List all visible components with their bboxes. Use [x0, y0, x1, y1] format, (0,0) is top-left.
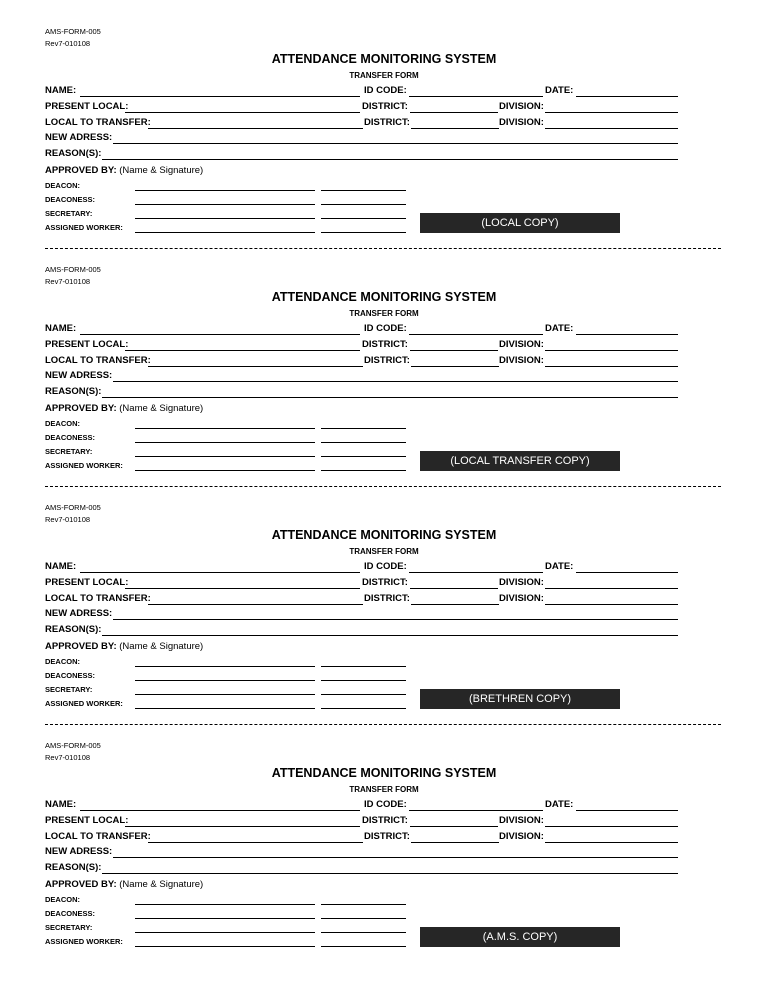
secretary-name-field[interactable]	[135, 218, 315, 219]
assigned-worker-name-field[interactable]	[135, 470, 315, 471]
name-label: NAME:	[45, 85, 77, 96]
deacon-label: DEACON:	[45, 657, 80, 666]
secretary-signature-field[interactable]	[321, 932, 406, 933]
approved-by-note: (Name & Signature)	[119, 879, 204, 890]
name-field[interactable]	[80, 810, 360, 811]
name-label: NAME:	[45, 799, 77, 810]
deacon-signature-field[interactable]	[321, 190, 406, 191]
district-field[interactable]	[410, 588, 498, 589]
id-code-label: ID CODE:	[364, 561, 407, 572]
deaconess-signature-field[interactable]	[321, 204, 406, 205]
assigned-worker-signature-field[interactable]	[321, 470, 406, 471]
assigned-worker-name-field[interactable]	[135, 708, 315, 709]
present-local-field[interactable]	[125, 588, 360, 589]
transfer-division-field[interactable]	[545, 128, 678, 129]
form-code: AMS-FORM-005	[45, 27, 101, 36]
deaconess-signature-field[interactable]	[321, 442, 406, 443]
date-label: DATE:	[545, 561, 574, 572]
local-to-transfer-field[interactable]	[148, 128, 363, 129]
district-field[interactable]	[410, 350, 498, 351]
approved-by-text: APPROVED BY:	[45, 641, 117, 652]
present-local-field[interactable]	[125, 826, 360, 827]
deaconess-signature-field[interactable]	[321, 680, 406, 681]
secretary-signature-field[interactable]	[321, 218, 406, 219]
transfer-division-label: DIVISION:	[499, 117, 544, 128]
new-address-field[interactable]	[113, 381, 678, 382]
form-subtitle: TRANSFER FORM	[349, 547, 419, 556]
transfer-district-field[interactable]	[411, 604, 499, 605]
division-label: DIVISION:	[499, 815, 544, 826]
date-field[interactable]	[576, 810, 678, 811]
form-title: ATTENDANCE MONITORING SYSTEM	[271, 290, 497, 304]
assigned-worker-signature-field[interactable]	[321, 708, 406, 709]
approved-by-label	[45, 879, 203, 890]
name-field[interactable]	[80, 572, 360, 573]
district-label: DISTRICT:	[362, 815, 408, 826]
name-field[interactable]	[80, 334, 360, 335]
name-label: NAME:	[45, 561, 77, 572]
district-label: DISTRICT:	[362, 339, 408, 350]
present-local-field[interactable]	[125, 112, 360, 113]
local-to-transfer-field[interactable]	[148, 842, 363, 843]
assigned-worker-name-field[interactable]	[135, 946, 315, 947]
approved-by-text: APPROVED BY:	[45, 403, 117, 414]
form-title: ATTENDANCE MONITORING SYSTEM	[271, 52, 497, 66]
deaconess-name-field[interactable]	[135, 918, 315, 919]
id-code-field[interactable]	[409, 334, 543, 335]
reasons-label: REASON(S):	[45, 148, 102, 159]
form-revision: Rev7-010108	[45, 277, 91, 286]
secretary-name-field[interactable]	[135, 456, 315, 457]
name-field[interactable]	[80, 96, 360, 97]
id-code-field[interactable]	[409, 572, 543, 573]
reasons-label: REASON(S):	[45, 862, 102, 873]
date-field[interactable]	[576, 572, 678, 573]
transfer-form-1	[0, 0, 768, 238]
id-code-label: ID CODE:	[364, 323, 407, 334]
secretary-label: SECRETARY:	[45, 209, 93, 218]
deaconess-label: DEACONESS:	[45, 671, 96, 680]
deaconess-name-field[interactable]	[135, 442, 315, 443]
district-label: DISTRICT:	[362, 577, 408, 588]
id-code-field[interactable]	[409, 96, 543, 97]
secretary-signature-field[interactable]	[321, 456, 406, 457]
new-address-label: NEW ADRESS:	[45, 608, 113, 619]
secretary-signature-field[interactable]	[321, 694, 406, 695]
new-address-label: NEW ADRESS:	[45, 846, 113, 857]
local-to-transfer-field[interactable]	[148, 366, 363, 367]
present-local-label: PRESENT LOCAL:	[45, 101, 129, 112]
secretary-name-field[interactable]	[135, 694, 315, 695]
date-label: DATE:	[545, 85, 574, 96]
approved-by-note: (Name & Signature)	[119, 403, 204, 414]
district-field[interactable]	[410, 826, 498, 827]
approved-by-label	[45, 165, 203, 176]
date-label: DATE:	[545, 323, 574, 334]
id-code-field[interactable]	[409, 810, 543, 811]
secretary-label: SECRETARY:	[45, 447, 93, 456]
form-subtitle: TRANSFER FORM	[349, 785, 419, 794]
approved-by-text: APPROVED BY:	[45, 165, 117, 176]
deaconess-name-field[interactable]	[135, 680, 315, 681]
assigned-worker-label: ASSIGNED WORKER:	[45, 937, 123, 946]
new-address-label: NEW ADRESS:	[45, 132, 113, 143]
district-field[interactable]	[410, 112, 498, 113]
transfer-form-3	[0, 476, 768, 714]
date-field[interactable]	[576, 334, 678, 335]
transfer-district-field[interactable]	[411, 128, 499, 129]
division-label: DIVISION:	[499, 101, 544, 112]
secretary-label: SECRETARY:	[45, 685, 93, 694]
deacon-name-field[interactable]	[135, 428, 315, 429]
deacon-label: DEACON:	[45, 419, 80, 428]
transfer-form-4	[0, 714, 768, 952]
transfer-district-label: DISTRICT:	[364, 593, 410, 604]
deacon-signature-field[interactable]	[321, 428, 406, 429]
transfer-division-field[interactable]	[545, 604, 678, 605]
reasons-field[interactable]	[102, 635, 678, 636]
local-to-transfer-label: LOCAL TO TRANSFER:	[45, 117, 151, 128]
district-label: DISTRICT:	[362, 101, 408, 112]
form-title: ATTENDANCE MONITORING SYSTEM	[271, 528, 497, 542]
deacon-label: DEACON:	[45, 181, 80, 190]
copy-label-4: (A.M.S. COPY)	[420, 927, 620, 947]
copy-label-1: (LOCAL COPY)	[420, 213, 620, 233]
date-field[interactable]	[576, 96, 678, 97]
reasons-field[interactable]	[102, 397, 678, 398]
new-address-field[interactable]	[113, 619, 678, 620]
division-label: DIVISION:	[499, 339, 544, 350]
transfer-district-field[interactable]	[411, 842, 499, 843]
transfer-district-label: DISTRICT:	[364, 117, 410, 128]
name-label: NAME:	[45, 323, 77, 334]
form-code: AMS-FORM-005	[45, 503, 101, 512]
division-field[interactable]	[545, 350, 678, 351]
form-subtitle: TRANSFER FORM	[349, 309, 419, 318]
deaconess-name-field[interactable]	[135, 204, 315, 205]
division-label: DIVISION:	[499, 577, 544, 588]
copy-label-3: (BRETHREN COPY)	[420, 689, 620, 709]
secretary-label: SECRETARY:	[45, 923, 93, 932]
approved-by-label	[45, 403, 203, 414]
reasons-label: REASON(S):	[45, 624, 102, 635]
assigned-worker-signature-field[interactable]	[321, 232, 406, 233]
deacon-signature-field[interactable]	[321, 666, 406, 667]
new-address-field[interactable]	[113, 857, 678, 858]
form-revision: Rev7-010108	[45, 753, 91, 762]
form-revision: Rev7-010108	[45, 39, 91, 48]
local-to-transfer-label: LOCAL TO TRANSFER:	[45, 831, 151, 842]
assigned-worker-label: ASSIGNED WORKER:	[45, 223, 123, 232]
present-local-label: PRESENT LOCAL:	[45, 815, 129, 826]
present-local-field[interactable]	[125, 350, 360, 351]
approved-by-label	[45, 641, 203, 652]
new-address-label: NEW ADRESS:	[45, 370, 113, 381]
local-to-transfer-label: LOCAL TO TRANSFER:	[45, 593, 151, 604]
assigned-worker-label: ASSIGNED WORKER:	[45, 699, 123, 708]
transfer-district-field[interactable]	[411, 366, 499, 367]
assigned-worker-name-field[interactable]	[135, 232, 315, 233]
deacon-signature-field[interactable]	[321, 904, 406, 905]
new-address-field[interactable]	[113, 143, 678, 144]
present-local-label: PRESENT LOCAL:	[45, 577, 129, 588]
form-subtitle: TRANSFER FORM	[349, 71, 419, 80]
deaconess-signature-field[interactable]	[321, 918, 406, 919]
deaconess-label: DEACONESS:	[45, 433, 96, 442]
division-field[interactable]	[545, 112, 678, 113]
division-field[interactable]	[545, 826, 678, 827]
deacon-name-field[interactable]	[135, 190, 315, 191]
id-code-label: ID CODE:	[364, 799, 407, 810]
form-title: ATTENDANCE MONITORING SYSTEM	[271, 766, 497, 780]
transfer-district-label: DISTRICT:	[364, 355, 410, 366]
form-code: AMS-FORM-005	[45, 265, 101, 274]
deaconess-label: DEACONESS:	[45, 909, 96, 918]
assigned-worker-signature-field[interactable]	[321, 946, 406, 947]
division-field[interactable]	[545, 588, 678, 589]
deaconess-label: DEACONESS:	[45, 195, 96, 204]
form-revision: Rev7-010108	[45, 515, 91, 524]
present-local-label: PRESENT LOCAL:	[45, 339, 129, 350]
deacon-label: DEACON:	[45, 895, 80, 904]
reasons-label: REASON(S):	[45, 386, 102, 397]
secretary-name-field[interactable]	[135, 932, 315, 933]
transfer-division-label: DIVISION:	[499, 593, 544, 604]
form-code: AMS-FORM-005	[45, 741, 101, 750]
transfer-district-label: DISTRICT:	[364, 831, 410, 842]
id-code-label: ID CODE:	[364, 85, 407, 96]
date-label: DATE:	[545, 799, 574, 810]
local-to-transfer-field[interactable]	[148, 604, 363, 605]
local-to-transfer-label: LOCAL TO TRANSFER:	[45, 355, 151, 366]
reasons-field[interactable]	[102, 873, 678, 874]
deacon-name-field[interactable]	[135, 666, 315, 667]
approved-by-text: APPROVED BY:	[45, 879, 117, 890]
transfer-form-2	[0, 238, 768, 476]
approved-by-note: (Name & Signature)	[119, 165, 204, 176]
approved-by-note: (Name & Signature)	[119, 641, 204, 652]
reasons-field[interactable]	[102, 159, 678, 160]
transfer-division-label: DIVISION:	[499, 831, 544, 842]
transfer-division-field[interactable]	[545, 842, 678, 843]
copy-label-2: (LOCAL TRANSFER COPY)	[420, 451, 620, 471]
assigned-worker-label: ASSIGNED WORKER:	[45, 461, 123, 470]
transfer-division-label: DIVISION:	[499, 355, 544, 366]
deacon-name-field[interactable]	[135, 904, 315, 905]
transfer-division-field[interactable]	[545, 366, 678, 367]
